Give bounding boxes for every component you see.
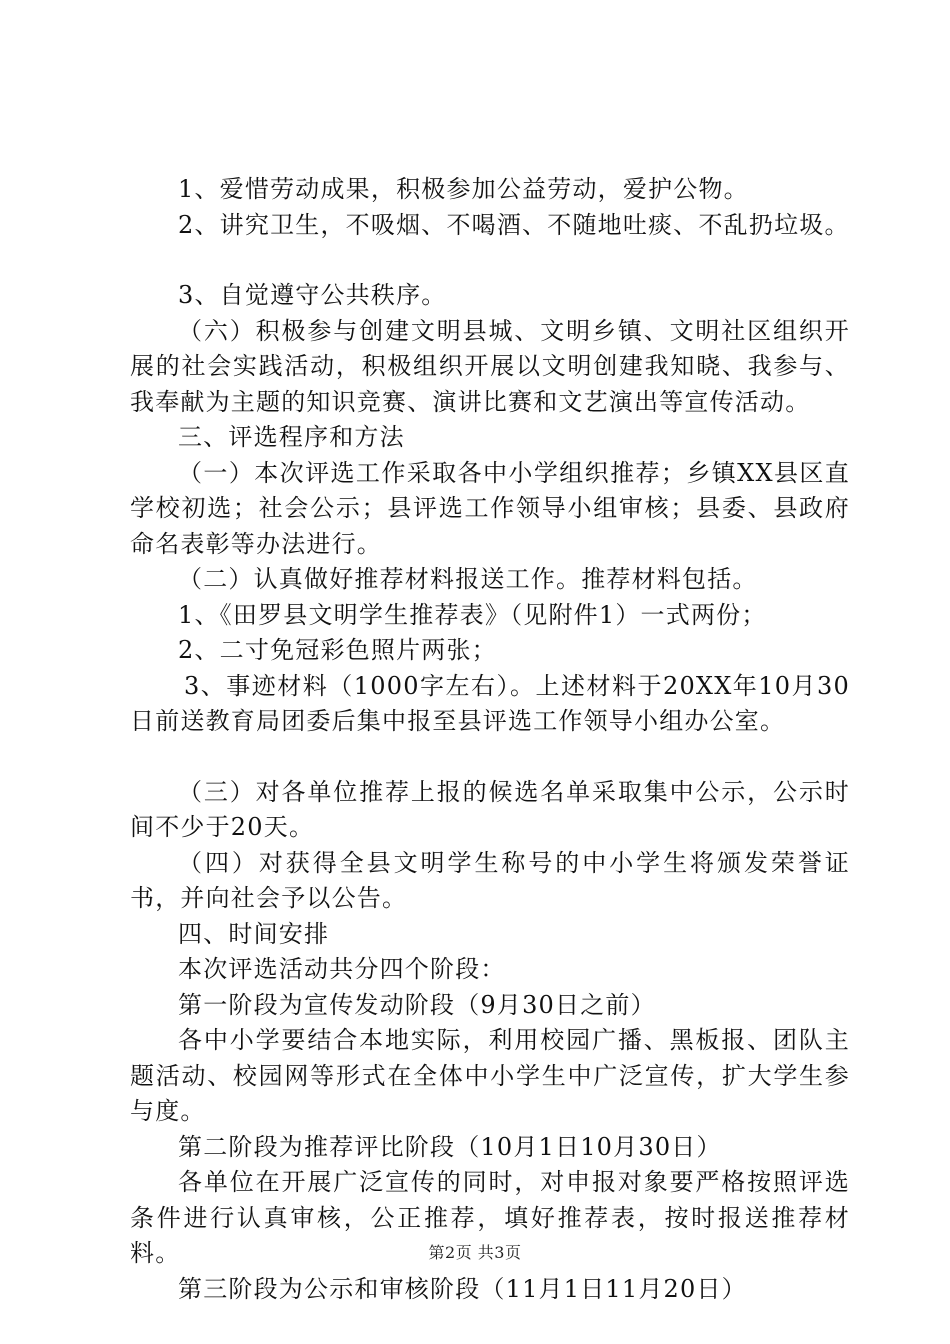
paragraph-stage-intro: 本次评选活动共分四个阶段： [178, 955, 506, 983]
paragraph-sub-four: （四）对获得全县文明学生称号的中小学生将颁发荣誉证书，并向社会予以公告。 [130, 848, 850, 912]
paragraph-item-2: 2、讲究卫生，不吸烟、不喝酒、不随地吐痰、不乱扔垃圾。 [178, 210, 850, 239]
paragraph-material-1: 1、《田罗县文明学生推荐表》（见附件1）一式两份； [178, 600, 767, 629]
paragraph-stage-two: 各单位在开展广泛宣传的同时，对申报对象要严格按照评选条件进行认真审核，公正推荐，填好推荐表，按时报送推荐材料。 [130, 1168, 850, 1267]
heading-stage-three: 第三阶段为公示和审核阶段（11月1日11月20日） [178, 1274, 747, 1303]
paragraph-material-2: 2、二寸免冠彩色照片两张； [178, 636, 497, 664]
document-body [130, 172, 850, 1307]
paragraph-item-3: 3、自觉遵守公共秩序。 [178, 281, 447, 309]
paragraph-material-3: 3、事迹材料（1000字左右）。上述材料于20XX年10月30日前送教育局团委后集中报至县评选工作领导小组办公室。 [130, 671, 850, 735]
page-number-footer: 第2页 共3页 [428, 1243, 522, 1262]
paragraph-stage-one: 各中小学要结合本地实际，利用校园广播、黑板报、团队主题活动、校园网等形式在全体中小学生中广泛宣传，扩大学生参与度。 [130, 1026, 850, 1125]
heading-section-three: 三、评选程序和方法 [178, 423, 405, 451]
paragraph-item-1: 1、爱惜劳动成果，积极参加公益劳动，爱护公物。 [178, 175, 749, 203]
paragraph-gap [130, 740, 850, 775]
paragraph-sub-one: （一）本次评选工作采取各中小学组织推荐；乡镇XX县区直学校初选；社会公示；县评选工作领导小组审核；县委、县政府命名表彰等办法进行。 [130, 458, 850, 558]
heading-section-four: 四、时间安排 [178, 919, 330, 948]
heading-stage-two: 第二阶段为推荐评比阶段（10月1日10月30日） [178, 1132, 722, 1161]
paragraph-gap [130, 243, 850, 278]
paragraph-sub-three: （三）对各单位推荐上报的候选名单采取集中公示，公示时间不少于20天。 [130, 777, 850, 841]
heading-stage-one: 第一阶段为宣传发动阶段（9月30日之前） [178, 990, 656, 1019]
paragraph-section-six: （六）积极参与创建文明县城、文明乡镇、文明社区组织开展的社会实践活动，积极组织开展以文明创建我知晓、我参与、我奉献为主题的知识竞赛、演讲比赛和文艺演出等宣传活动。 [130, 316, 850, 416]
paragraph-sub-two: （二）认真做好推荐材料报送工作。推荐材料包括。 [178, 565, 758, 593]
